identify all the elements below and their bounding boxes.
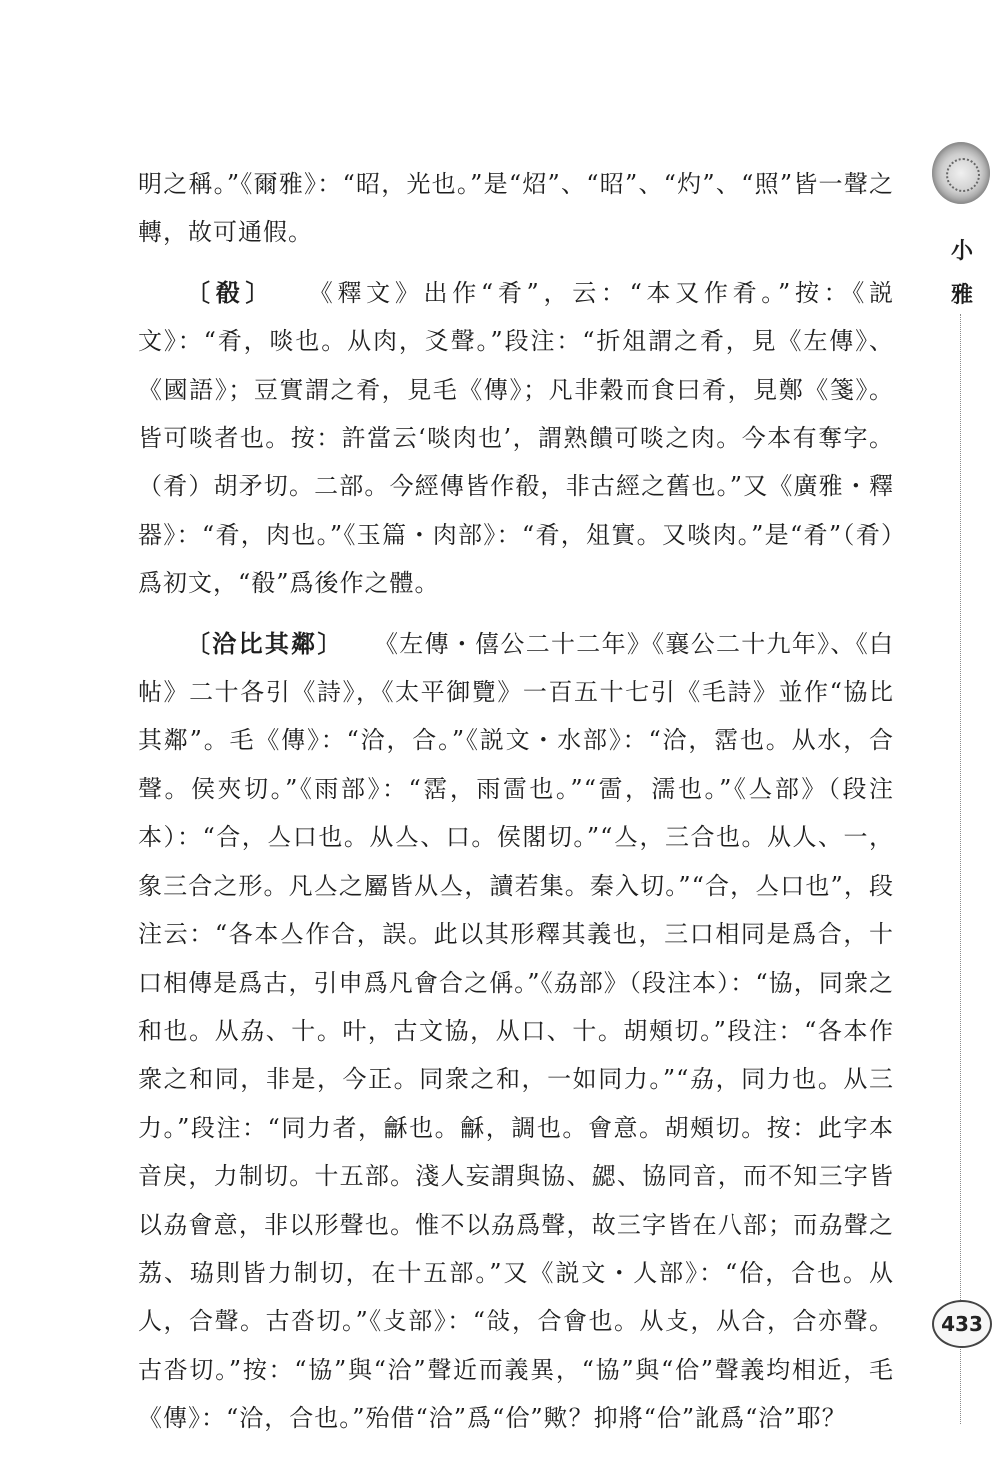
entry-sha	[138, 269, 894, 608]
ornamental-emblem-icon	[932, 142, 990, 204]
page-number: 433	[932, 1300, 992, 1348]
section-title-char: 小	[950, 239, 973, 264]
side-margin	[928, 142, 994, 1372]
entry-heading: 〔洽比其鄰〕	[186, 628, 344, 658]
margin-divider	[960, 314, 961, 1424]
page-body	[138, 160, 894, 1443]
section-title	[948, 230, 976, 318]
entry-qiabiqilin	[138, 620, 894, 1443]
entry-text: 《左傳・僖公二十二年》《襄公二十九年》、《白帖》二十各引《詩》，《太平御覽》一百五十七引《毛詩》並作“協比其鄰”。毛《傳》：“洽，合。”《説文・水部》：“洽，霑也。从水，合聲。侯夾切。”《雨部》：“霑，雨䨓也。”“䨓，濡也。”《亼部》（段注本）：“合，亼口也。从亼、口。侯閣切。”“亼，三合也。从人、一，象三合之形。凡亼之屬皆从亼，讀若集。秦入切。”“合，亼口也”，段注云：“各本亼作合，誤。此以其形釋其義也，三口相同是爲合，十口相傳是爲古，引申爲凡會合之偁。”《劦部》（段注本）：“協，同衆之和也。从劦、十。叶，古文協，从口、十。胡頰切。”段注：“各本作衆之和同，非是，今正。同衆之和，一如同力。”“劦，同力也。从三力。”段注：“同力者，龢也。龢，調也。會意。胡頰切。按：此字本音戾，力制切。十五部。淺人妄謂與協、勰、協同音，而不知三字皆以劦會意，非以形聲也。惟不以劦爲聲，故三字皆在八部；而劦聲之荔、珕則皆力制切，在十五部。”又《説文・人部》：“佮，合也。从人，合聲。古沓切。”《攴部》：“敆，合會也。从攴，从合，合亦聲。古沓切。”按：“協”與“洽”聲近而義異，“協”與“佮”聲義均相近，毛《傳》：“洽，合也。”殆借“洽”爲“佮”歟？抑將“佮”訛爲“洽”耶？	[138, 629, 895, 1433]
section-title-char: 雅	[950, 283, 973, 308]
paragraph-continuation: 明之稱。”《爾雅》：“昭，光也。”是“炤”、“昭”、“灼”、“照”皆一聲之轉，故可通假。	[138, 170, 894, 247]
entry-heading: 〔殽〕	[186, 277, 276, 307]
entry-text: 《釋文》出作“肴”，云：“本又作肴。”按：《説文》：“肴，啖也。从肉，爻聲。”段注：“折俎謂之肴，見《左傳》、《國語》；豆實謂之肴，見毛《傳》；凡非穀而食曰肴，見鄭《箋》。皆可啖者也。按：許當云‘啖肉也’，謂熟饋可啖之肉。今本有奪字。（肴）胡矛切。二部。今經傳皆作殽，非古經之舊也。”又《廣雅・釋器》：“肴，肉也。”《玉篇・肉部》：“肴，俎實。又啖肉。”是“肴”（肴）爲初文，“殽”爲後作之體。	[138, 278, 895, 598]
